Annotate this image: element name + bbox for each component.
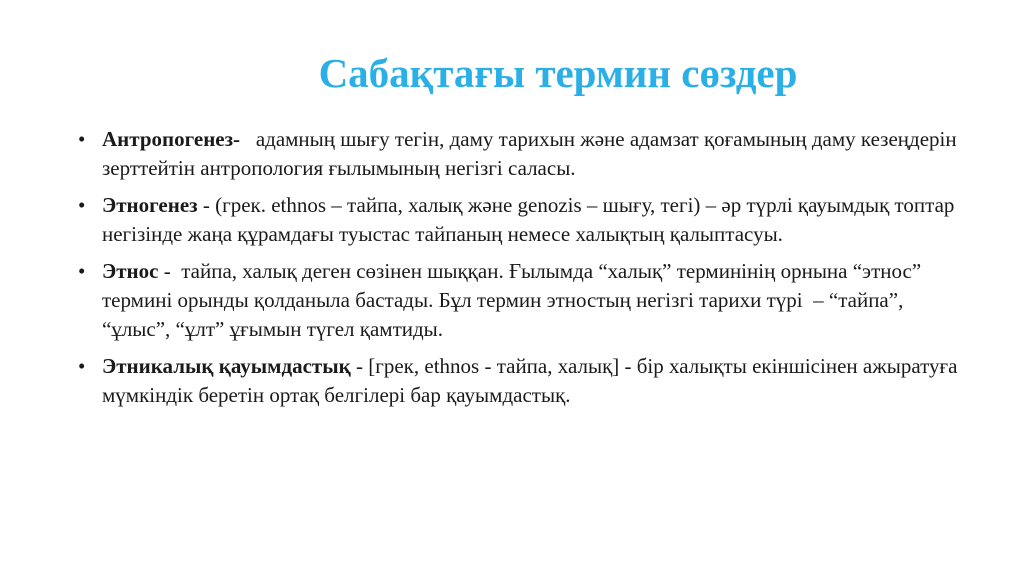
term-definition: - (грек. ethnos – тайпа, халық және genozis – шығу, тегі) – әр түрлі қауымдық топтар негізінде жаңа құрамдағы туыстас тайпаның немесе халықтың қалыптасуы. bbox=[102, 193, 955, 246]
list-item-ethnos bbox=[72, 257, 962, 344]
slide-title: Сабақтағы термин сөздер bbox=[318, 50, 798, 96]
term-list bbox=[72, 125, 962, 418]
term-label: Этникалық қауымдастық bbox=[102, 354, 351, 378]
bullet-icon: • bbox=[78, 354, 86, 378]
bullet-icon: • bbox=[78, 259, 86, 283]
term-label: Антропогенез- bbox=[102, 127, 241, 151]
list-item-ethnic-community bbox=[72, 352, 962, 410]
term-label: Этнос bbox=[102, 259, 159, 283]
list-item-ethnogenesis bbox=[72, 191, 962, 249]
list-item-anthropogenesis bbox=[72, 125, 962, 183]
term-definition: - [грек, ethnos - тайпа, халық] - бір халықты екіншісінен ажыратуға мүмкіндік беретін ортақ белгілері бар қауымдастық. bbox=[102, 354, 958, 407]
term-definition: адамның шығу тегін, даму тарихын және адамзат қоғамының даму кезеңдерін зерттейтін антропология ғылымының негізгі саласы. bbox=[102, 127, 962, 180]
bullet-icon: • bbox=[78, 193, 86, 217]
term-definition: - тайпа, халық деген сөзінен шыққан. Ғылымда “халық” терминінің орнына “этнос” термині орынды қолданыла бастады. Бұл термин этностың негізгі тарихи түрі – “тайпа”, “ұлыс”, “ұлт” ұғымын түгел қамтиды. bbox=[102, 259, 927, 341]
term-label: Этногенез bbox=[102, 193, 198, 217]
bullet-icon: • bbox=[78, 127, 86, 151]
